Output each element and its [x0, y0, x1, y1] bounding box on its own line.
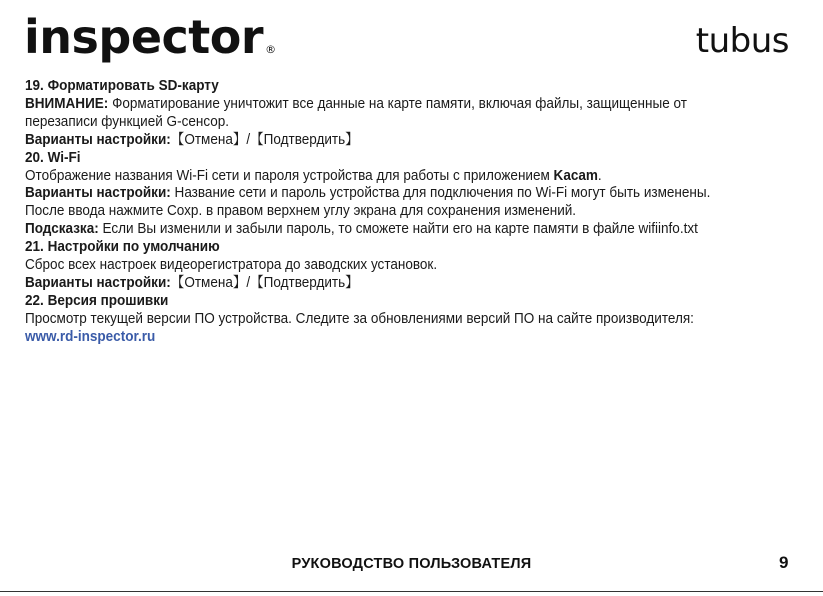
- manual-content: [25, 78, 758, 347]
- section-20-hint: [25, 221, 758, 239]
- desc-end: .: [597, 167, 602, 184]
- brand-logo-text: inspector: [24, 10, 264, 64]
- section-22-title: 22. Версия прошивки: [25, 292, 169, 309]
- app-name: Kacam: [553, 167, 598, 184]
- registered-mark: ®: [265, 43, 276, 56]
- hint-text: Если Вы изменили и забыли пароль, то сможете найти его на карте памяти в файле wifiinfo.txt: [98, 221, 698, 238]
- options-label: Варианты настройки:: [25, 185, 171, 202]
- section-21-desc: Сброс всех настроек видеорегистратора до заводских установок.: [25, 257, 438, 274]
- options-text: Название сети и пароль устройства для подключения по Wi-Fi могут быть изменены.: [170, 185, 711, 202]
- section-22-desc: Просмотр текущей версии ПО устройства. Следите за обновлениями версий ПО на сайте производителя:: [25, 310, 694, 327]
- desc-text: Отображение названия Wi-Fi сети и пароля устройства для работы с приложением: [25, 167, 554, 184]
- manufacturer-website-link[interactable]: www.rd-inspector.ru: [25, 328, 156, 345]
- brand-logo-inspector: [24, 10, 276, 64]
- section-21-title: 21. Настройки по умолчанию: [25, 239, 220, 256]
- warning-label: ВНИМАНИЕ:: [25, 95, 109, 112]
- hint-label: Подсказка:: [25, 221, 99, 238]
- section-20-options: [25, 185, 758, 203]
- section-20-options-cont: После ввода нажмите Сохр. в правом верхнем углу экрана для сохранения изменений.: [25, 203, 577, 220]
- section-19-warning: [25, 96, 758, 114]
- options-label: Варианты настройки:: [25, 274, 171, 291]
- options-value: 【Отмена】/【Подтвердить】: [170, 131, 359, 148]
- section-20-desc: [25, 168, 758, 186]
- options-value: 【Отмена】/【Подтвердить】: [170, 274, 359, 291]
- section-19-options: [25, 132, 758, 150]
- section-20-title: 20. Wi-Fi: [25, 149, 81, 166]
- page-number: 9: [779, 553, 789, 572]
- section-19-title: 19. Форматировать SD-карту: [25, 78, 219, 94]
- footer-title: РУКОВОДСТВО ПОЛЬЗОВАТЕЛЯ: [291, 556, 532, 572]
- bottom-divider: [0, 591, 823, 592]
- section-19-warning-cont: перезаписи функцией G-сенсор.: [25, 113, 230, 130]
- brand-logo-tubus: tubus: [695, 21, 789, 61]
- warning-text: Форматирование уничтожит все данные на карте памяти, включая файлы, защищенные от: [108, 95, 687, 112]
- section-21-options: [25, 275, 758, 293]
- options-label: Варианты настройки:: [25, 131, 171, 148]
